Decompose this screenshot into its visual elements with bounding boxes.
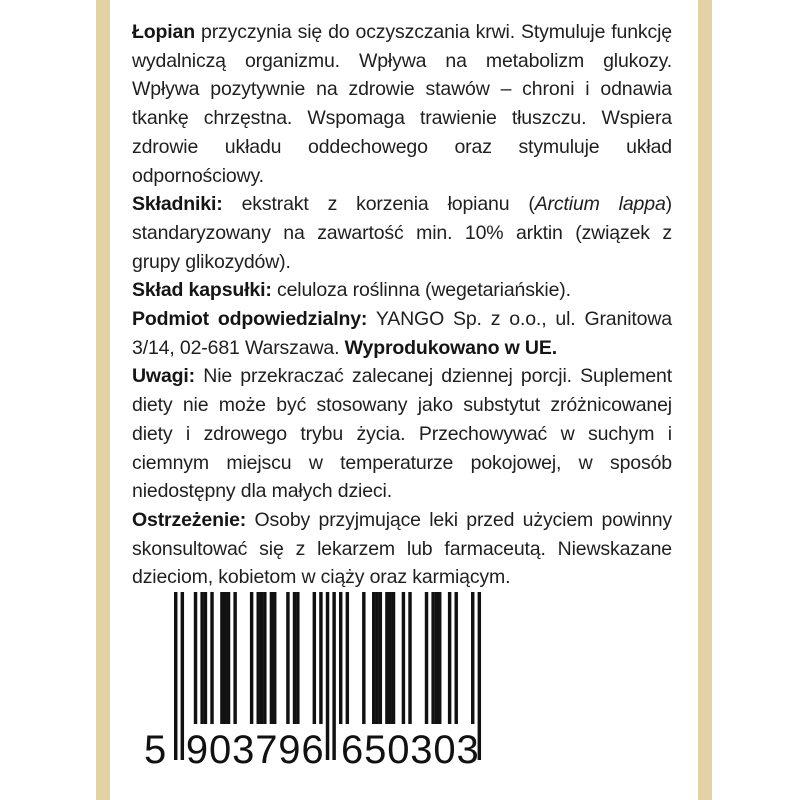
barcode-bar (339, 592, 342, 724)
barcode-bar (389, 592, 392, 724)
barcode-digit: 0 (433, 728, 456, 772)
label-text (132, 18, 672, 592)
barcode-digit: 9 (185, 728, 209, 772)
barcode-bar (220, 592, 223, 724)
barcode-bar (402, 592, 405, 724)
barcode-bar (372, 592, 375, 724)
barcode-digit: 3 (410, 728, 433, 772)
barcode-bar (270, 592, 273, 724)
barcode-bar (250, 592, 253, 724)
barcode-bar (200, 592, 203, 724)
barcode-bar (319, 592, 322, 724)
barcode (144, 590, 484, 780)
barcode-bar (273, 592, 276, 724)
barcode-digit: 6 (341, 728, 364, 772)
barcode-bar (224, 592, 227, 724)
barcode-bar (375, 592, 378, 724)
barcode-bar (296, 592, 299, 724)
barcode-bar (455, 592, 458, 724)
barcode-bar (233, 592, 236, 724)
paragraph-ostrzezenie: Ostrzeżenie: Osoby przyjmujące leki przed użyciem powinny skonsultować się z lekarzem lub farmaceutą. Niewskazane dzieciom, kobietom w ciąży oraz karmiącym. (132, 508, 672, 589)
barcode-digit: 3 (456, 728, 479, 772)
barcode-bar (425, 592, 428, 724)
barcode-digit: 7 (255, 728, 278, 772)
barcode-bar (293, 592, 296, 724)
right-frame (698, 0, 800, 800)
barcode-bar (438, 592, 441, 724)
barcode-bar (435, 592, 438, 724)
barcode-bar (471, 592, 474, 724)
barcode-bar (210, 592, 213, 724)
paragraph-skladniki: Składniki: ekstrakt z korzenia łopianu (Arctium lappa) standaryzowany na zawartość min. 10% arktin (związek z grupy glikozydów). (132, 193, 672, 273)
barcode-bar (448, 592, 451, 724)
barcode-digit: 3 (232, 728, 255, 772)
barcode-bar (385, 592, 388, 724)
barcode-digit: 0 (387, 728, 410, 772)
barcode-bar (346, 592, 349, 724)
barcode-bar (286, 592, 289, 724)
barcode-bar (408, 592, 411, 724)
barcode-bar (392, 592, 395, 724)
barcode-bar (431, 592, 434, 724)
barcode-bar (313, 592, 316, 724)
barcode-digit: 6 (301, 728, 324, 772)
paragraph-sklad-kapsulki: Skład kapsułki: celuloza roślinna (wegetariańskie). (132, 279, 571, 302)
paragraph-lopian: Łopian przyczynia się do oczyszczania krwi. Stymuluje funkcję wydalniczą organizmu. Wpływa na metabolizm glukozy. Wpływa pozytywnie na zdrowie stawów – chroni i odnawia tkankę chrzęstna. Wspomaga trawienie tłuszczu. Wspiera zdrowie układu oddechowego oraz stymuluje układ odpornościowy. (132, 21, 672, 187)
label-panel (110, 0, 698, 800)
barcode-bar (379, 592, 382, 724)
barcode-bar (257, 592, 260, 724)
barcode-digit: 5 (144, 728, 167, 772)
barcode-bar (227, 592, 230, 724)
barcode-bar (194, 592, 197, 724)
barcode-digit: 9 (278, 728, 301, 772)
paragraph-uwagi: Uwagi: Nie przekraczać zalecanej dziennej porcji. Suplement diety nie może być stosowany jako substytut zróżnicowanej diety i zdrowego trybu życia. Przechowywać w suchym i ciemnym miejscu w temperaturze pokojowej, w sposób niedostępny dla małych dzieci. (132, 365, 672, 503)
barcode-bar (260, 592, 263, 724)
barcode-bar (362, 592, 365, 724)
left-gold-stripe (96, 0, 110, 800)
barcode-digit: 0 (209, 728, 232, 772)
right-gold-stripe (698, 0, 712, 800)
left-frame (0, 0, 108, 800)
barcode-digit: 5 (364, 728, 387, 772)
paragraph-podmiot: Podmiot odpowiedzialny: YANGO Sp. z o.o., ul. Granitowa 3/14, 02-681 Warszawa. Wyprodukowano w UE. (132, 308, 672, 359)
barcode-bar (204, 592, 207, 724)
barcode-number (144, 728, 484, 778)
barcode-bar (263, 592, 266, 724)
